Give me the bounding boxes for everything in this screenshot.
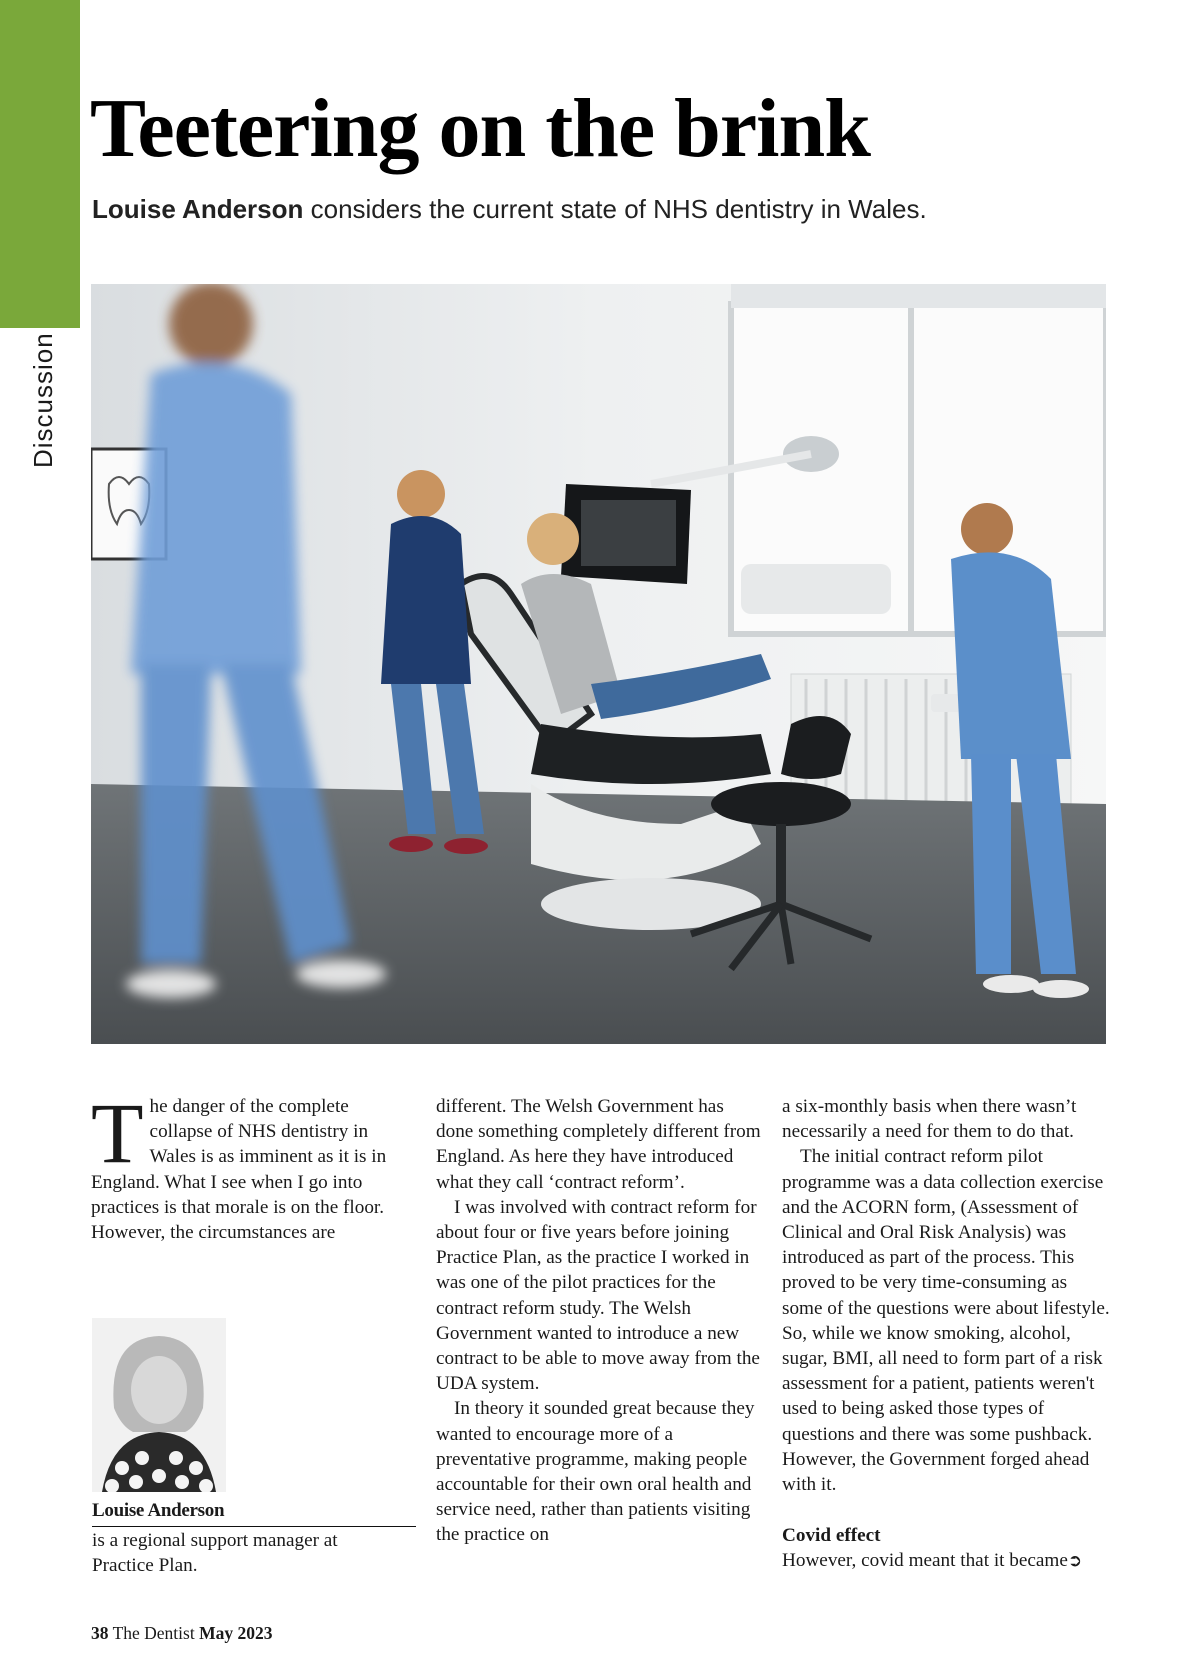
- paragraph: a six-monthly basis when there wasn’t necessarily a need for them to do that.: [782, 1096, 1077, 1143]
- publication-name: The Dentist: [112, 1623, 195, 1643]
- standfirst-author: Louise Anderson: [92, 194, 304, 224]
- author-bio: is a regional support manager at Practice Plan.: [92, 1530, 338, 1576]
- paragraph: However, covid meant that it became: [782, 1550, 1068, 1572]
- author-name: Louise Anderson: [92, 1500, 416, 1527]
- page-number: 38: [91, 1623, 109, 1643]
- paragraph: he danger of the complete collapse of NHS dentistry in Wales is as imminent as it is in England. What I see when I go into practices is that morale is on the floor. However, the circumstances are: [91, 1096, 387, 1244]
- paragraph: I was involved with contract reform for about four or five years before joining Practice Plan, as the practice I worked in was one of the pilot practices for the contract reform study. The Welsh Government wanted to introduce a new contract to be able to move away from the UDA system.: [436, 1196, 760, 1395]
- section-label: Discussion: [28, 332, 58, 468]
- article-column-1: [91, 1085, 399, 1245]
- headline: Teetering on the brink: [90, 82, 870, 175]
- standfirst-text: considers the current state of NHS dentistry in Wales.: [303, 194, 927, 224]
- dental-clinic-illustration: [91, 284, 1106, 1044]
- article-column-3: [782, 1094, 1112, 1575]
- author-portrait-illustration: [92, 1318, 226, 1492]
- paragraph: The initial contract reform pilot programme was a data collection exercise and the ACORN form, (Assessment of Clinical and Oral Risk Analysis) was introduced as part of the process. This proved to be very time-consuming as some of the questions were about lifestyle. So, while we know smoking, alcohol, sugar, BMI, all need to form part of a risk assessment for a patient, patients weren't used to being asked those types of questions and there was some pushback. However, the Government forged ahead with it.: [782, 1146, 1110, 1496]
- article-column-2: [436, 1094, 761, 1548]
- continue-arrow-icon: ➲: [1067, 1551, 1083, 1572]
- page-footer: [91, 1623, 272, 1644]
- paragraph: different. The Welsh Government has done something completely different from England. As here they have introduced what they call ‘contract reform’.: [436, 1096, 761, 1193]
- paragraph: In theory it sounded great because they wanted to encourage more of a preventative programme, making people accountable for their own oral health and service need, rather than patients visiting the practice on: [436, 1398, 755, 1546]
- subheading: Covid effect: [782, 1525, 881, 1547]
- standfirst: [92, 194, 927, 225]
- hero-photo: [91, 284, 1106, 1044]
- author-portrait: [92, 1318, 226, 1492]
- section-color-tab: [0, 0, 80, 328]
- drop-cap: T: [91, 1085, 144, 1181]
- issue-date: May 2023: [199, 1623, 273, 1643]
